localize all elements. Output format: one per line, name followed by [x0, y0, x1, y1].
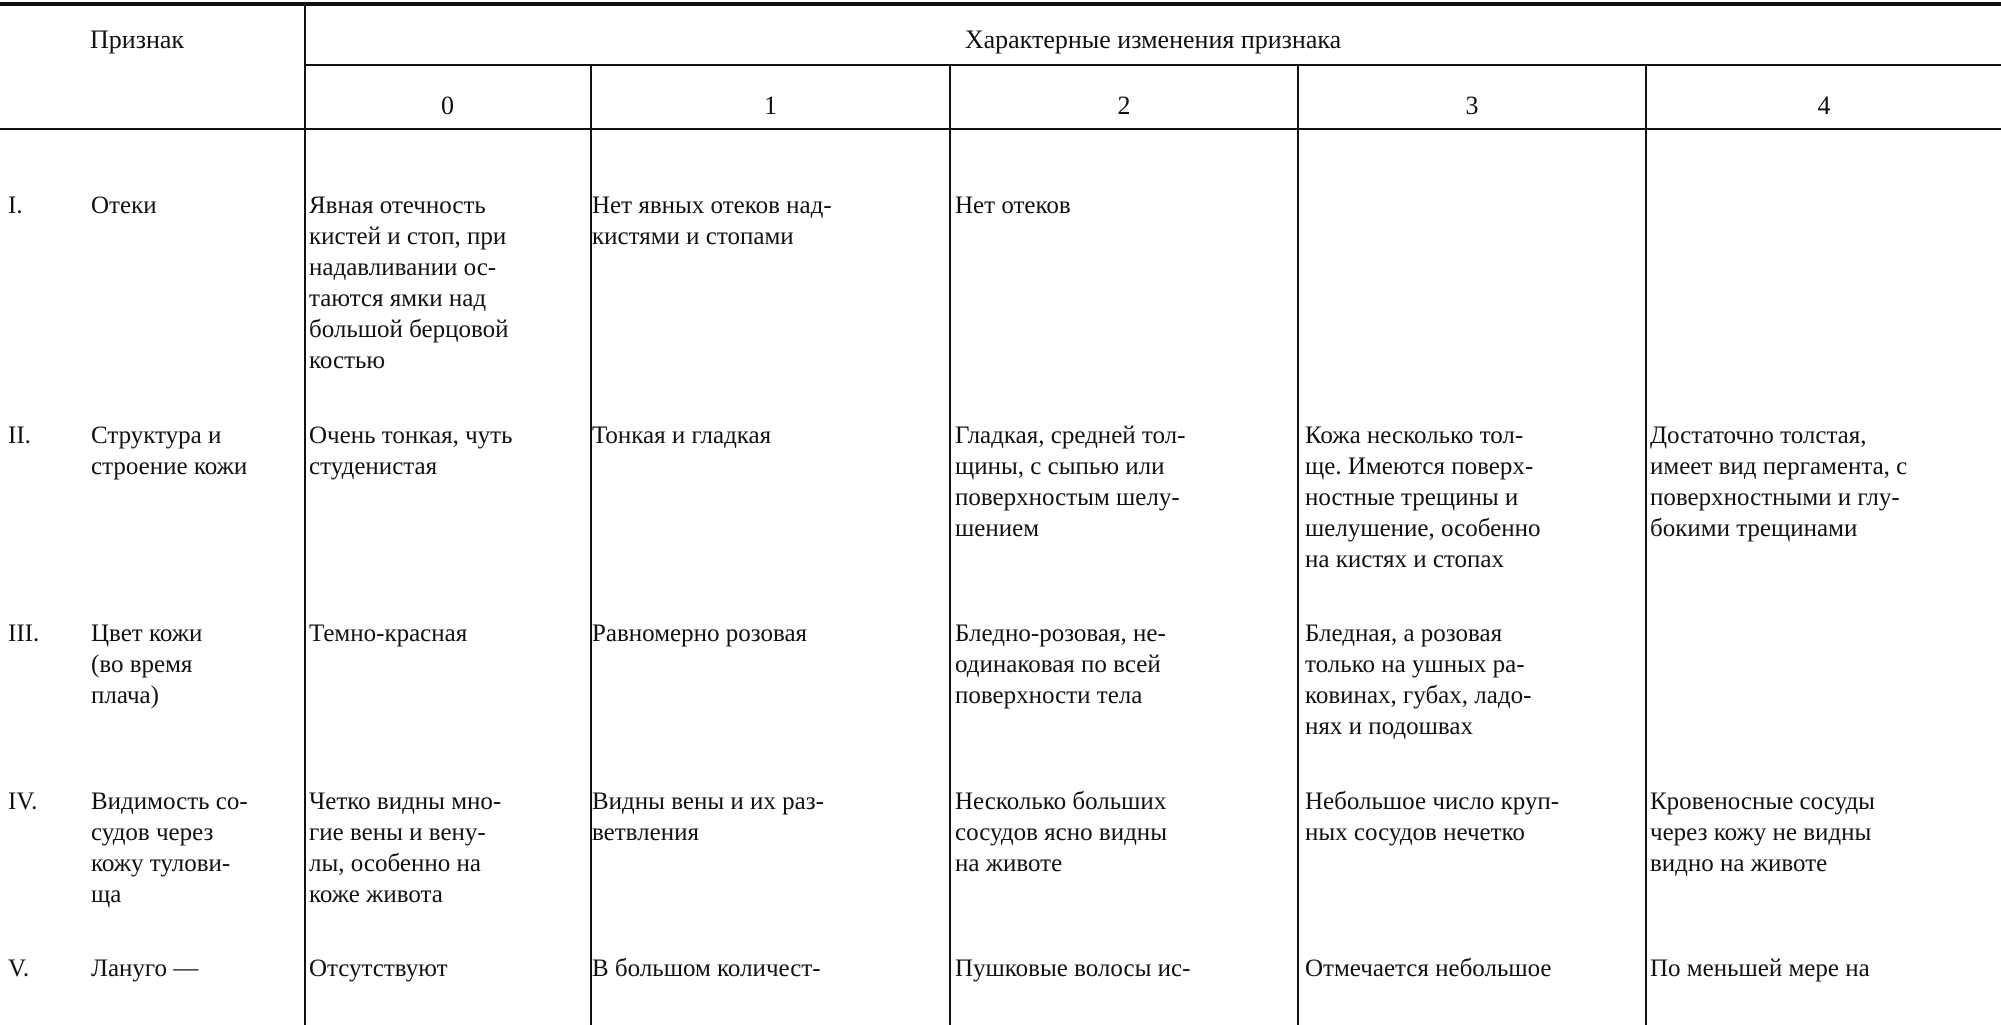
cell-line: ще. Имеются поверх- [1305, 453, 1534, 480]
score-header-4: 4 [1817, 91, 1831, 120]
cell-line: ветвления [592, 819, 699, 846]
row-sign-name: плача) [91, 682, 159, 709]
cell-line: Отмечается небольшое [1305, 955, 1552, 982]
sign-column-header: Признак [90, 25, 185, 54]
row-sign-name: Структура и [91, 422, 222, 449]
row-sign-name: Отеки [91, 192, 157, 219]
cell-line: на животе [955, 850, 1063, 877]
cell-line: Тонкая и гладкая [592, 422, 772, 449]
subheader-rule [305, 64, 2001, 66]
cell-line: костью [309, 347, 386, 374]
cell-line: ных сосудов нечетко [1305, 819, 1525, 846]
table-top-rule [0, 2, 2001, 6]
header-bottom-rule [0, 128, 2001, 130]
cell-line: Отсутствуют [309, 955, 448, 982]
row-number: I. [8, 192, 23, 219]
cell-line: Достаточно толстая, [1650, 422, 1867, 449]
cell-line: Небольшое число круп- [1305, 788, 1560, 815]
score-header-2: 2 [1117, 91, 1131, 120]
cell-line: Пушковые волосы ис- [955, 955, 1191, 982]
cell-line: таются ямки над [309, 285, 487, 312]
row-number: IV. [8, 788, 38, 815]
row-sign-name: (во время [91, 651, 193, 678]
cell-line: студенистая [309, 453, 438, 480]
row-number: III. [8, 620, 40, 647]
cell-line: ковинах, губах, ладо- [1305, 682, 1532, 709]
cell-line: Явная отечность [309, 192, 486, 219]
cell-line: Темно-красная [309, 620, 468, 647]
cell-line: По меньшей мере на [1650, 955, 1870, 982]
cell-line: надавливании ос- [309, 254, 497, 281]
changes-column-header: Характерные изменения признака [964, 25, 1342, 54]
cell-line: Нет отеков [955, 192, 1071, 219]
cell-line: кистей и стоп, при [309, 223, 507, 250]
column-divider-4 [1645, 64, 1647, 1025]
cell-line: Несколько больших [955, 788, 1167, 815]
cell-line: коже живота [309, 881, 443, 908]
cell-line: поверхностым шелу- [955, 484, 1180, 511]
cell-line: Кровеносные сосуды [1650, 788, 1875, 815]
cell-line: ностные трещины и [1305, 484, 1519, 511]
cell-line: видно на животе [1650, 850, 1828, 877]
score-header-3: 3 [1465, 91, 1479, 120]
row-sign-name: судов через [91, 819, 214, 846]
cell-line: Кожа несколько тол- [1305, 422, 1524, 449]
cell-line: лы, особенно на [309, 850, 481, 877]
cell-line: Видны вены и их раз- [592, 788, 824, 815]
cell-line: Бледная, а розовая [1305, 620, 1503, 647]
column-divider-2 [949, 64, 951, 1025]
column-divider-3 [1297, 64, 1299, 1025]
cell-line: поверхности тела [955, 682, 1143, 709]
row-sign-name: Видимость со- [91, 788, 248, 815]
cell-line: гие вены и вену- [309, 819, 486, 846]
cell-line: кистями и стопами [592, 223, 794, 250]
cell-line: В большом количест- [592, 955, 821, 982]
cell-line: щины, с сыпью или [955, 453, 1165, 480]
cell-line: Очень тонкая, чуть [309, 422, 513, 449]
cell-line: Бледно-розовая, не- [955, 620, 1166, 647]
score-header-0: 0 [441, 91, 454, 120]
row-number: V. [8, 955, 30, 982]
column-divider-sign [304, 6, 306, 1025]
cell-line: поверхностными и глу- [1650, 484, 1900, 511]
cell-line: шением [955, 515, 1040, 542]
row-sign-name: ща [91, 881, 122, 908]
cell-line: Равномерно розовая [592, 620, 808, 647]
cell-line: через кожу не видны [1650, 819, 1872, 846]
cell-line: Нет явных отеков над- [592, 192, 832, 219]
cell-line: одинаковая по всей [955, 651, 1161, 678]
row-number: II. [8, 422, 31, 449]
cell-line: бокими трещинами [1650, 515, 1858, 542]
cell-line: нях и подошвах [1305, 713, 1473, 740]
row-sign-name: Лануго — [91, 955, 199, 982]
cell-line: только на ушных ра- [1305, 651, 1525, 678]
cell-line: большой берцовой [309, 316, 509, 343]
cell-line: Гладкая, средней тол- [955, 422, 1186, 449]
row-sign-name: кожу тулови- [91, 850, 231, 877]
row-sign-name: Цвет кожи [91, 620, 203, 647]
cell-line: сосудов ясно видны [955, 819, 1167, 846]
row-sign-name: строение кожи [91, 453, 248, 480]
cell-line: шелушение, особенно [1305, 515, 1541, 542]
cell-line: на кистях и стопах [1305, 546, 1504, 573]
cell-line: Четко видны мно- [309, 788, 502, 815]
cell-line: имеет вид пергамента, с [1650, 453, 1908, 480]
score-header-1: 1 [764, 91, 777, 120]
